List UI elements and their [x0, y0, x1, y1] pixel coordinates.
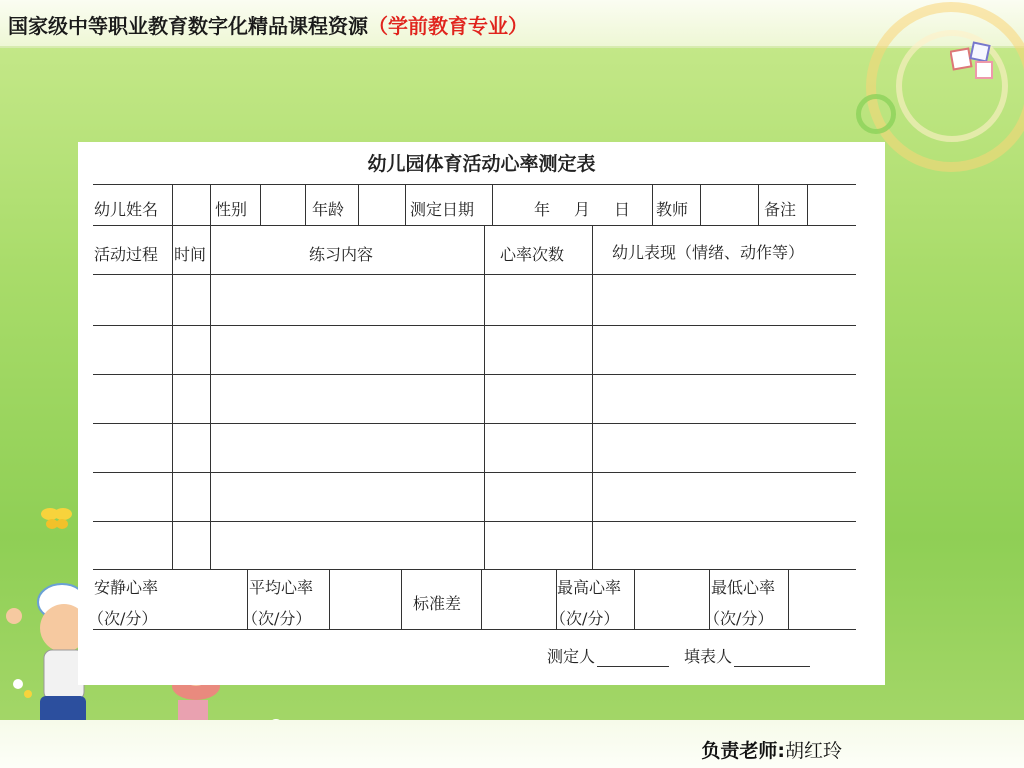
label-hr-count: 心率次数	[500, 245, 565, 264]
table-line	[634, 569, 635, 629]
label-filler	[684, 644, 810, 667]
table-line	[592, 225, 593, 569]
table-line	[93, 225, 856, 226]
filler-blank	[734, 652, 810, 667]
measurer-blank	[597, 652, 669, 667]
label-std: 标准差	[413, 594, 462, 613]
table-line	[93, 184, 856, 185]
table-line	[93, 374, 856, 375]
table-line	[758, 184, 759, 225]
heart-rate-table	[78, 142, 885, 685]
table-line	[93, 325, 856, 326]
label-time: 时间	[174, 245, 207, 264]
footer-teacher-label: 负责老师:	[701, 740, 785, 762]
form-paper	[78, 142, 885, 685]
label-filler-text: 填表人	[684, 647, 733, 666]
decor-cubes-icon	[950, 40, 1000, 85]
table-line	[93, 274, 856, 275]
table-line	[93, 629, 856, 630]
table-line	[210, 184, 211, 225]
label-name: 幼儿姓名	[94, 200, 159, 219]
table-line	[305, 184, 306, 225]
decor-green-ring-icon	[856, 94, 896, 134]
footer-teacher	[701, 736, 842, 763]
table-line	[358, 184, 359, 225]
table-line	[700, 184, 701, 225]
table-line	[481, 569, 482, 629]
label-teacher: 教师	[656, 200, 689, 219]
label-remark: 备注	[764, 200, 797, 219]
label-avg-unit: （次/分）	[242, 609, 312, 628]
label-min-hr: 最低心率	[711, 578, 776, 597]
label-behavior: 幼儿表现（情绪、动作等）	[612, 243, 805, 262]
label-max-hr: 最高心率	[557, 578, 622, 597]
label-day: 日	[614, 200, 631, 219]
table-line	[172, 225, 173, 569]
label-avg-hr: 平均心率	[249, 578, 314, 597]
table-line	[93, 521, 856, 522]
table-line	[484, 225, 485, 569]
form-title: 幼儿园体育活动心率测定表	[367, 153, 596, 175]
header-title-main: 国家级中等职业教育数字化精品课程资源	[8, 14, 368, 38]
label-measurer	[547, 644, 669, 667]
table-line	[93, 569, 856, 570]
table-line	[210, 225, 211, 569]
header-title	[8, 10, 528, 39]
label-quiet-hr: 安静心率	[94, 578, 159, 597]
header-bar	[0, 0, 1024, 48]
label-quiet-unit: （次/分）	[88, 609, 158, 628]
table-line	[405, 184, 406, 225]
label-year: 年	[534, 200, 551, 219]
table-line	[93, 423, 856, 424]
label-date: 测定日期	[410, 200, 475, 219]
footer-bar	[0, 720, 1024, 768]
butterfly-icon	[40, 502, 74, 532]
label-month: 月	[574, 200, 591, 219]
label-measurer-text: 测定人	[547, 647, 596, 666]
table-line	[329, 569, 330, 629]
footer-teacher-name: 胡红玲	[784, 740, 842, 762]
table-line	[807, 184, 808, 225]
label-process: 活动过程	[94, 245, 159, 264]
label-age: 年龄	[312, 200, 345, 219]
label-min-unit: （次/分）	[704, 609, 774, 628]
header-title-accent: （学前教育专业）	[368, 14, 528, 38]
table-line	[492, 184, 493, 225]
table-line	[652, 184, 653, 225]
label-max-unit: （次/分）	[550, 609, 620, 628]
table-line	[93, 472, 856, 473]
table-line	[260, 184, 261, 225]
label-gender: 性别	[215, 200, 248, 219]
table-line	[788, 569, 789, 629]
label-content: 练习内容	[309, 245, 374, 264]
table-line	[401, 569, 402, 629]
table-line	[172, 184, 173, 225]
